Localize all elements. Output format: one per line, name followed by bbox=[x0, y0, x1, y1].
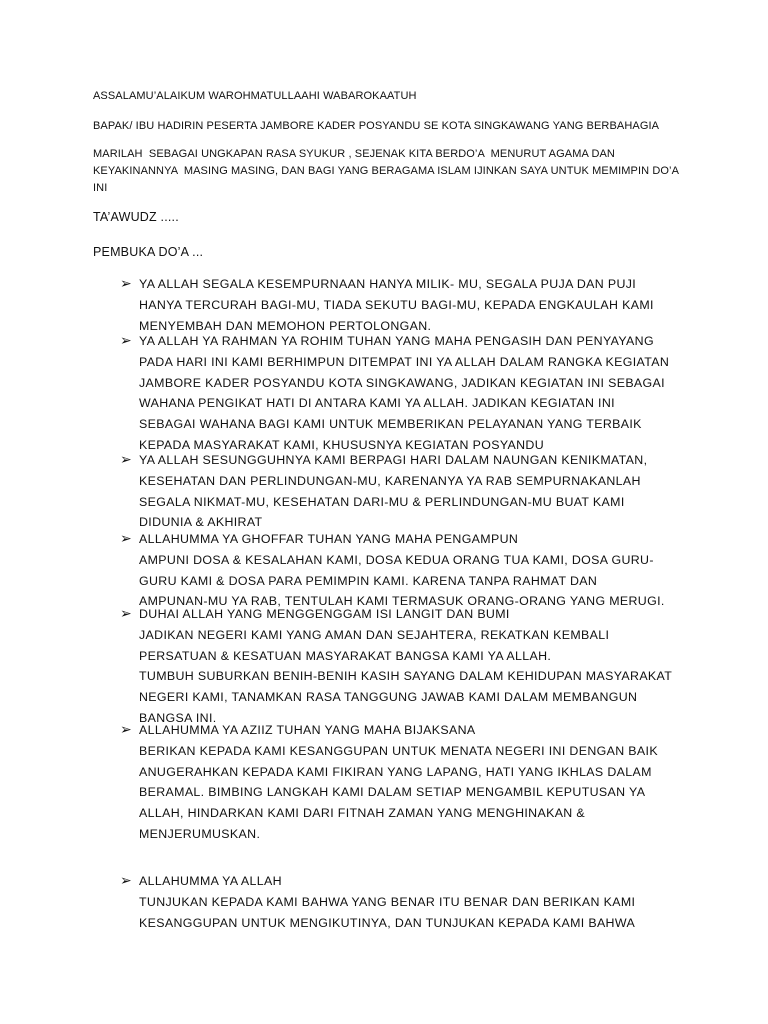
arrow-bullet-icon: ➢ bbox=[120, 451, 132, 467]
prayer-text: YA ALLAH YA RAHMAN YA ROHIM TUHAN YANG MAHA PENGASIH DAN PENYAYANG PADA HARI INI KAMI BERHIMPUN DITEMPAT INI YA ALLAH DALAM RANGKA KEGIATAN JAMBORE KADER POSYANDU KOTA SINGKAWANG, JADIKAN KEGIATAN INI SEBAGAI WAHANA PENGIKAT HATI DI ANTARA KAMI YA ALLAH. JADIKAN KEGIATAN INI SEBAGAI WAHANA BAGI KAMI UNTUK MEMBERIKAN PELAYANAN YANG TERBAIK KEPADA MASYARAKAT KAMI, KHUSUSNYA KEGIATAN POSYANDU bbox=[139, 334, 670, 452]
prayer-text: YA ALLAH SEGALA KESEMPURNAAN HANYA MILIK- MU, SEGALA PUJA DAN PUJI HANYA TERCURAH BAGI-MU, TIADA SEKUTU BAGI-MU, KEPADA ENGKAULAH KAMI MENYEMBAH DAN MEMOHON PERTOLONGAN. bbox=[139, 277, 654, 333]
greeting-line: ASSALAMU’ALAIKUM WAROHMATULLAAHI WABAROKAATUH bbox=[93, 90, 417, 102]
arrow-bullet-icon: ➢ bbox=[120, 275, 132, 291]
prayer-text: DUHAI ALLAH YANG MENGGENGGAM ISI LANGIT DAN BUMI JADIKAN NEGERI KAMI YANG AMAN DAN SEJAHTERA, REKATKAN KEMBALI PERSATUAN & KESATUAN MASYARAKAT BANGSA KAMI YA ALLAH. TUMBUH SUBURKAN BENIH-BENIH KASIH SAYANG DALAM KEHIDUPAN MASYARAKAT NEGERI KAMI, TANAMKAN RASA TANGGUNG JAWAB KAMI DALAM MEMBANGUN BANGSA INI. bbox=[139, 607, 673, 725]
prayer-text: YA ALLAH SESUNGGUHNYA KAMI BERPAGI HARI DALAM NAUNGAN KENIKMATAN, KESEHATAN DAN PERLINDUNGAN-MU, KARENANYA YA RAB SEMPURNAKANLAH SEGALA NIKMAT-MU, KESEHATAN DARI-MU & PERLINDUNGAN-MU BUAT KAMI DIDUNIA & AKHIRAT bbox=[139, 453, 648, 530]
arrow-bullet-icon: ➢ bbox=[120, 530, 132, 546]
taawudz-heading: TA’AWUDZ ..... bbox=[93, 210, 179, 224]
invitation-paragraph: MARILAH SEBAGAI UNGKAPAN RASA SYUKUR , SEJENAK KITA BERDO’A MENURUT AGAMA DAN KEYAKINANNYA MASING MASING, DAN BAGI YANG BERAGAMA ISLAM IJINKAN SAYA UNTUK MEMIMPIN DO’A INI bbox=[93, 148, 680, 194]
arrow-bullet-icon: ➢ bbox=[120, 605, 132, 621]
arrow-bullet-icon: ➢ bbox=[120, 332, 132, 348]
arrow-bullet-icon: ➢ bbox=[120, 872, 132, 888]
opening-heading: PEMBUKA DO’A ... bbox=[93, 245, 204, 259]
prayer-text: ALLAHUMMA YA ALLAH TUNJUKAN KEPADA KAMI BAHWA YANG BENAR ITU BENAR DAN BERIKAN KAMI KESANGGUPAN UNTUK MENGIKUTINYA, DAN TUNJUKAN KEPADA KAMI BAHWA bbox=[139, 874, 636, 930]
audience-line: BAPAK/ IBU HADIRIN PESERTA JAMBORE KADER POSYANDU SE KOTA SINGKAWANG YANG BERBAHAGIA bbox=[93, 120, 660, 132]
arrow-bullet-icon: ➢ bbox=[120, 721, 132, 737]
prayer-text: ALLAHUMMA YA AZIIZ TUHAN YANG MAHA BIJAKSANA BERIKAN KEPADA KAMI KESANGGUPAN UNTUK MENATA NEGERI INI DENGAN BAIK ANUGERAHKAN KEPADA KAMI FIKIRAN YANG LAPANG, HATI YANG IKHLAS DALAM BERAMAL. BIMBING LANGKAH KAMI DALAM SETIAP MENGAMBIL KEPUTUSAN YA ALLAH, HINDARKAN KAMI DARI FITNAH ZAMAN YANG MENGHINAKAN & MENJERUMUSKAN. bbox=[139, 723, 658, 841]
prayer-text: ALLAHUMMA YA GHOFFAR TUHAN YANG MAHA PENGAMPUN AMPUNI DOSA & KESALAHAN KAMI, DOSA KEDUA ORANG TUA KAMI, DOSA GURU- GURU KAMI & DOSA PARA PEMIMPIN KAMI. KARENA TANPA RAHMAT DAN AMPUNAN-MU YA RAB, TENTULAH KAMI TERMASUK ORANG-ORANG YANG MERUGI. bbox=[139, 532, 665, 609]
